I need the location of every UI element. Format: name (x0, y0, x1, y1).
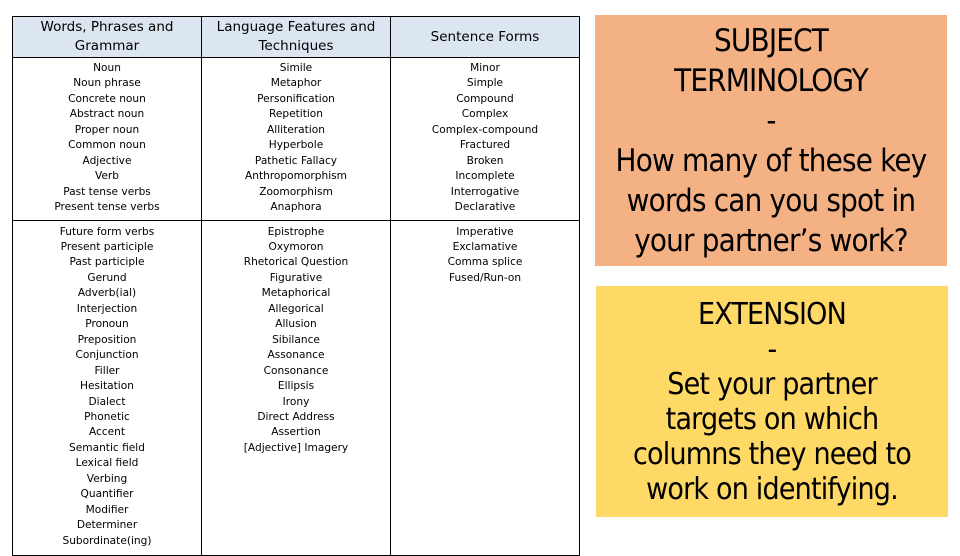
term-item: Future form verbs (59, 225, 155, 238)
term-item: Dialect (88, 395, 126, 408)
term-item: Phonetic (84, 410, 130, 423)
term-item: Zoomorphism (259, 185, 333, 198)
term-item: Simple (466, 77, 504, 90)
term-item: Accent (88, 426, 126, 439)
term-item: Comma splice (447, 256, 523, 269)
term-item: Personification (257, 92, 335, 105)
term-item: Compound (456, 92, 514, 105)
cell-sentence-terms-1 (391, 58, 580, 221)
term-item: Quantifier (80, 488, 134, 501)
term-item: Anaphora (270, 201, 322, 214)
term-item: Sibilance (272, 333, 320, 346)
box2-line: EXTENSION (697, 296, 847, 332)
table-header-row (13, 17, 580, 58)
term-item: Fused/Run-on (448, 271, 522, 284)
term-item: Imperative (456, 225, 514, 238)
term-item: Concrete noun (68, 92, 146, 105)
term-item: Gerund (87, 271, 127, 284)
header-language-features: Language Features and Techniques (202, 17, 391, 58)
term-item: Adverb(ial) (77, 287, 137, 300)
term-item: Complex-compound (431, 123, 539, 136)
term-item: Pathetic Fallacy (254, 154, 338, 167)
term-item: Alliteration (267, 123, 325, 136)
term-item: Filler (94, 364, 120, 377)
term-item: Modifier (85, 503, 129, 516)
box1-line: words can you spot in (626, 182, 916, 219)
term-item: Adjective (82, 154, 132, 167)
term-item: Rhetorical Question (243, 256, 349, 269)
term-item: Past tense verbs (63, 185, 151, 198)
term-item: Present participle (60, 240, 154, 253)
terminology-table (12, 16, 580, 556)
box1-line: - (766, 102, 776, 139)
box2-line: Set your partner (667, 366, 877, 402)
term-item: [Adjective] Imagery (243, 441, 349, 454)
box1-line: TERMINOLOGY (674, 62, 868, 99)
term-item: Direct Address (257, 410, 335, 423)
term-item: Interrogative (450, 185, 520, 198)
term-item: Conjunction (75, 349, 139, 362)
header-sentence-forms: Sentence Forms (391, 17, 580, 58)
term-item: Fractured (459, 139, 511, 152)
term-item: Simile (279, 62, 313, 74)
term-item: Hesitation (80, 380, 134, 393)
box2-line: targets on which (665, 401, 879, 437)
term-item: Past participle (69, 256, 145, 269)
term-item: Complex (461, 108, 509, 121)
term-item: Subordinate(ing) (62, 534, 152, 547)
term-item: Repetition (268, 108, 324, 121)
term-item: Broken (466, 154, 504, 167)
term-item: Pronoun (85, 318, 129, 331)
term-item: Epistrophe (267, 225, 325, 238)
term-item: Allusion (275, 318, 317, 331)
cell-grammar-terms-1 (13, 58, 202, 221)
term-item: Common noun (68, 139, 146, 152)
term-item: Declarative (454, 201, 516, 214)
term-item: Noun phrase (73, 77, 141, 90)
term-item: Ellipsis (277, 380, 315, 393)
box2-line: work on identifying. (646, 471, 898, 507)
cell-language-terms-1 (202, 58, 391, 221)
box2-line: - (767, 331, 777, 367)
term-item: Present tense verbs (54, 201, 160, 214)
term-item: Interjection (76, 302, 138, 315)
term-item: Semantic field (69, 441, 145, 454)
box1-line: SUBJECT (713, 22, 828, 59)
term-item: Irony (282, 395, 310, 408)
term-item: Allegorical (268, 302, 324, 315)
term-item: Incomplete (455, 170, 515, 183)
term-item: Noun (93, 62, 121, 74)
term-item: Proper noun (74, 123, 140, 136)
term-item: Abstract noun (69, 108, 145, 121)
header-words-phrases-grammar: Words, Phrases and Grammar (13, 17, 202, 58)
term-item: Minor (470, 62, 500, 74)
box1-line: your partner’s work? (634, 222, 908, 259)
term-item: Verbing (86, 472, 128, 485)
term-item: Preposition (77, 333, 137, 346)
subject-terminology-box (595, 15, 947, 266)
term-item: Hyperbole (268, 139, 324, 152)
extension-box (596, 286, 948, 517)
term-item: Metaphor (270, 77, 322, 90)
term-item: Verb (94, 170, 120, 183)
term-item: Anthropomorphism (244, 170, 348, 183)
term-item: Metaphorical (261, 287, 331, 300)
cell-language-terms-2 (202, 220, 391, 555)
term-item: Determiner (76, 519, 138, 532)
term-item: Figurative (269, 271, 323, 284)
cell-grammar-terms-2 (13, 220, 202, 555)
table-row (13, 220, 580, 555)
term-item: Oxymoron (268, 240, 324, 253)
cell-sentence-terms-2 (391, 220, 580, 555)
term-item: Exclamative (452, 240, 518, 253)
term-item: Assonance (267, 349, 325, 362)
term-item: Assertion (271, 426, 321, 439)
box2-line: columns they need to (633, 436, 911, 472)
box1-line: How many of these key (615, 142, 927, 179)
term-item: Lexical field (75, 457, 139, 470)
term-item: Consonance (263, 364, 329, 377)
table-row (13, 58, 580, 221)
